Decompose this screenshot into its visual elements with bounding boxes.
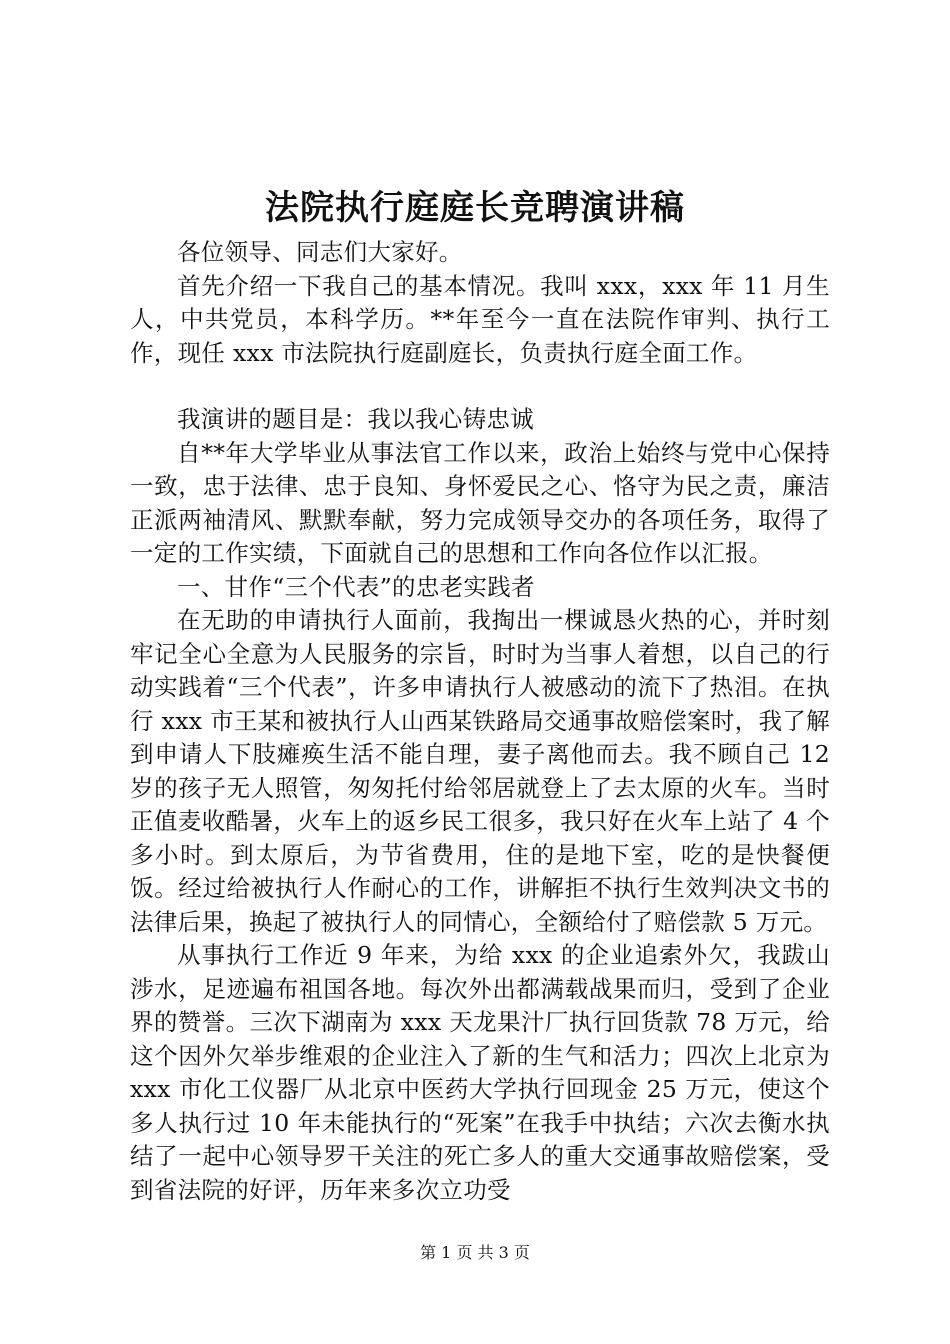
paragraph-greeting: 各位领导、同志们大家好。	[177, 238, 463, 266]
section-heading-1: 一、甘作“三个代表”的忠老实践者	[177, 572, 535, 601]
paragraph-career-summary: 自**年大学毕业从事法官工作以来，政治上始终与党中心保持一致，忠于法律、忠于良知、身怀爱民之心、恪守为民之责，廉洁正派两袖清风、默默奉献，努力完成领导交办的各项任务，取得了一定的工作实绩，下面就自己的思想和工作向各位作以汇报。	[130, 438, 830, 567]
page-number-footer: 第 1 页 共 3 页	[420, 1243, 530, 1262]
paragraph-speech-topic: 我演讲的题目是：我以我心铸忠诚	[177, 405, 534, 433]
paragraph-execution-work: 从事执行工作近 9 年来，为给 xxx 的企业追索外欠，我跋山涉水，足迹遍布祖国各地。每次外出都满载战果而归，受到了企业界的赞誉。三次下湖南为 xxx 天龙果汁厂执行回货款 78 万元，给这个因外欠举步维艰的企业注入了新的生气和活力；四次上北京为 xxx 市化工仪器厂从北京中医药大学执行回现金 25 万元，使这个多人执行过 10 年未能执行的“死案”在我手中执结；六次去衡水执结了一起中心领导罗干关注的死亡多人的重大交通事故赔偿案，受到省法院的好评，历年来多次立功受	[130, 941, 830, 1204]
document-body	[130, 236, 830, 1207]
paragraph-introduction: 首先介绍一下我自己的基本情况。我叫 xxx，xxx 年 11 月生人，中共党员，本科学历。**年至今一直在法院作审判、执行工作，现任 xxx 市法院执行庭副庭长，负责执行庭全面工作。	[130, 271, 830, 367]
paragraph-case-story: 在无助的申请执行人面前，我掏出一棵诚恳火热的心，并时刻牢记全心全意为人民服务的宗旨，时时为当事人着想，以自己的行动实践着“三个代表”，许多申请执行人被感动的流下了热泪。在执行 xxx 市王某和被执行人山西某铁路局交通事故赔偿案时，我了解到申请人下肢瘫痪生活不能自理，妻子离他而去。我不顾自己 12 岁的孩子无人照管，匆匆托付给邻居就登上了去太原的火车。当时正值麦收酷暑，火车上的返乡民工很多，我只好在火车上站了 4 个多小时。到太原后，为节省费用，住的是地下室，吃的是快餐便饭。经过给被执行人作耐心的工作，讲解拒不执行生效判决文书的法律后果，换起了被执行人的同情心，全额给付了赔偿款 5 万元。	[130, 606, 830, 936]
document-title: 法院执行庭庭长竞聘演讲稿	[265, 188, 685, 228]
